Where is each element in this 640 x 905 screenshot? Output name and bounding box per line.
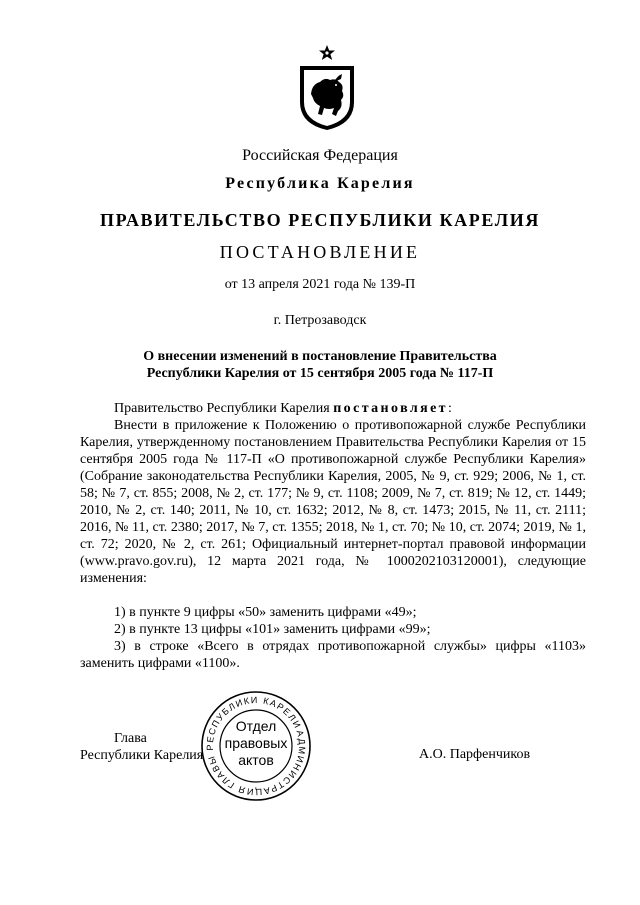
signatory-title-line-2: Республики Карелия: [80, 748, 204, 763]
decree-subject: [0, 348, 640, 382]
subject-line-1: О внесении изменений в постановление Правительства: [143, 349, 497, 364]
intro-verb: постановляет: [333, 401, 448, 416]
signatory-title: [80, 730, 203, 764]
header-federation: Российская Федерация: [242, 147, 398, 164]
header-republic: Республика Карелия: [225, 175, 415, 192]
main-paragraph: Внести в приложение к Положению о противопожарной службе Республики Карелия, утвержденному постановлением Правительства Республики Карелия от 15 сентября 2005 года № 117-П «О противопожарной службе Республики Карелия» (Собрание законодательства Республики Карелия, 2005, № 9, ст. 929; 2006, № 1, ст. 58; № 7, ст. 855; 2008, № 2, ст. 177; № 9, ст. 1108; 2009, № 7, ст. 819; № 12, ст. 1449; 2010, № 2, ст. 140; 2011, № 10, ст. 1632; 2012, № 8, ст. 1473; 2015, № 11, ст. 2111; 2016, № 11, ст. 2380; 2017, № 7, ст. 1355; 2018, № 1, ст. 70; № 10, ст. 2074; 2019, № 1, ст. 72; 2020, № 2, ст. 261; Официальный интернет-портал правовой информации (www.pravo.gov.ru), 12 марта 2021 года, № 1000202103120001), следующие изменения:: [80, 418, 586, 586]
signatory-name: А.О. Парфенчиков: [419, 747, 531, 762]
change-item-2: 2) в пункте 13 цифры «101» заменить цифрами «99»;: [114, 622, 431, 637]
intro-line: [80, 400, 586, 417]
stamp-center-line-2: правовых: [224, 735, 288, 751]
change-item-3: 3) в строке «Всего в отрядах противопожарной службы» цифры «1103» заменить цифрами «1100».: [80, 639, 586, 671]
intro-prefix: Правительство Республики Карелия: [114, 401, 334, 416]
stamp-center-line-1: Отдел: [235, 718, 277, 734]
change-item-1: 1) в пункте 9 цифры «50» заменить цифрами «49»;: [114, 605, 417, 620]
intro-suffix: :: [447, 401, 452, 416]
decree-date-number: от 13 апреля 2021 года № 139-П: [224, 277, 416, 292]
decree-title: ПОСТАНОВЛЕНИЕ: [219, 242, 421, 262]
stamp-center-line-3: актов: [238, 752, 274, 768]
coat-of-arms-icon: [296, 44, 358, 132]
header-government: ПРАВИТЕЛЬСТВО РЕСПУБЛИКИ КАРЕЛИЯ: [100, 210, 540, 230]
signatory-title-line-1: Глава: [114, 731, 147, 746]
decree-city: г. Петрозаводск: [273, 313, 367, 328]
subject-line-2: Республики Карелия от 15 сентября 2005 года № 117-П: [146, 366, 494, 381]
stamp-center-text: [218, 718, 294, 769]
stamp-ring-text: АДМИНИСТРАЦИЯ ГЛАВЫ РЕСПУБЛИКИ КАРЕЛИЯ: [204, 694, 308, 798]
